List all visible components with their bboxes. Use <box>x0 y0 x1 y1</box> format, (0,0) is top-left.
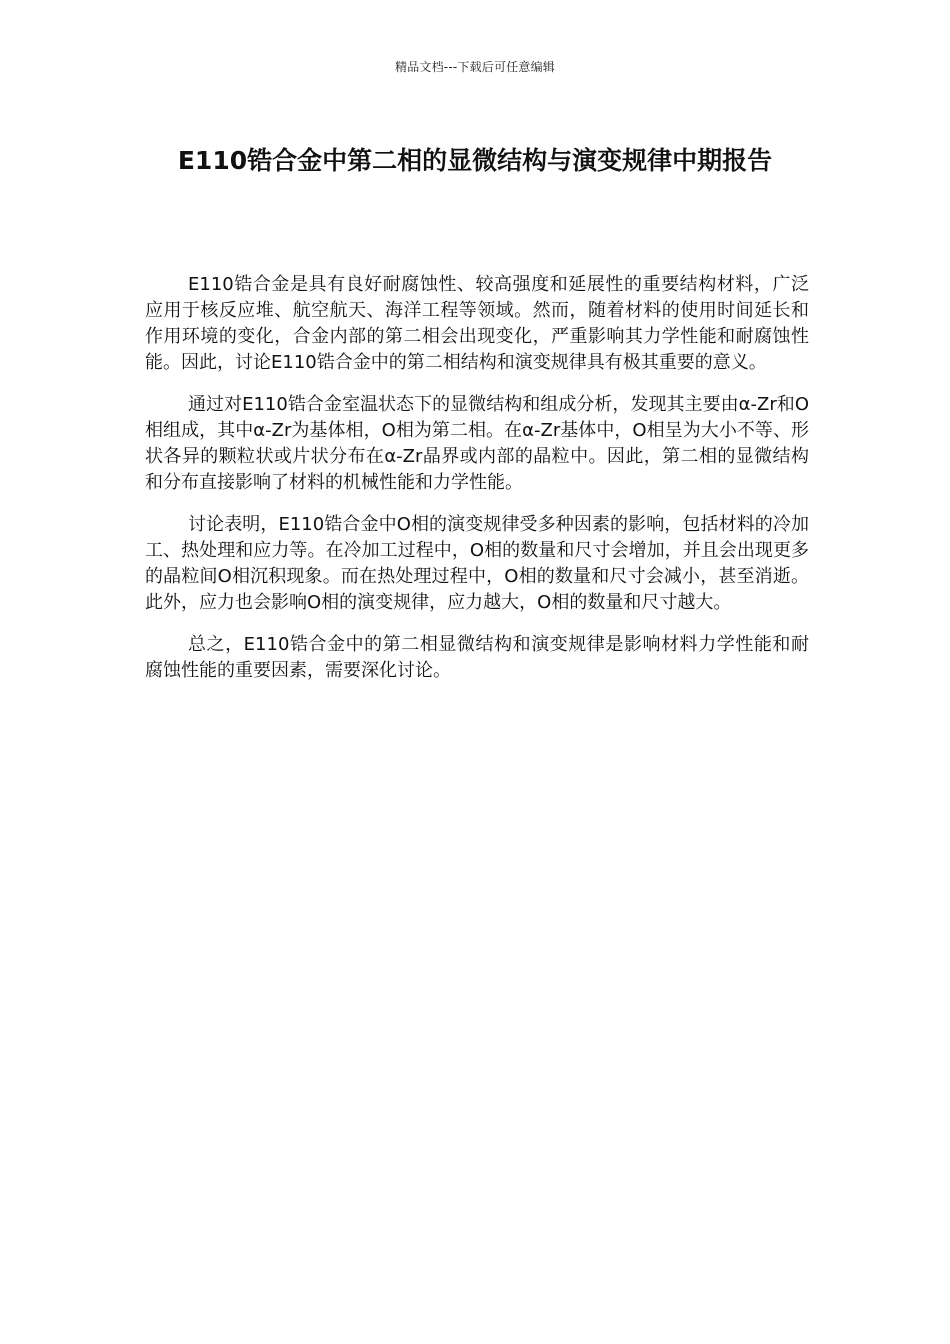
document-title: E110锆合金中第二相的显微结构与演变规律中期报告 <box>177 146 773 175</box>
paragraph-intro: E110锆合金是具有良好耐腐蚀性、较高强度和延展性的重要结构材料，广泛应用于核反应堆、航空航天、海洋工程等领域。然而，随着材料的使用时间延长和作用环境的变化，合金内部的第二相会出现变化，严重影响其力学性能和耐腐蚀性能。因此，讨论E110锆合金中的第二相结构和演变规律具有极其重要的意义。 <box>145 274 809 373</box>
header-note: 精品文档---下载后可任意编辑 <box>395 60 555 74</box>
paragraph-microstructure: 通过对E110锆合金室温状态下的显微结构和组成分析，发现其主要由α-Zr和O相组成，其中α-Zr为基体相，O相为第二相。在α-Zr基体中，O相呈为大小不等、形状各异的颗粒状或片状分布在α-Zr晶界或内部的晶粒中。因此，第二相的显微结构和分布直接影响了材料的机械性能和力学性能。 <box>145 394 809 493</box>
paragraph-evolution: 讨论表明，E110锆合金中O相的演变规律受多种因素的影响，包括材料的冷加工、热处理和应力等。在冷加工过程中，O相的数量和尺寸会增加，并且会出现更多的晶粒间O相沉积现象。而在热处理过程中，O相的数量和尺寸会减小，甚至消逝。此外，应力也会影响O相的演变规律，应力越大，O相的数量和尺寸越大。 <box>145 514 809 613</box>
document-body <box>145 272 809 700</box>
paragraph-conclusion: 总之，E110锆合金中的第二相显微结构和演变规律是影响材料力学性能和耐腐蚀性能的重要因素，需要深化讨论。 <box>145 634 809 681</box>
